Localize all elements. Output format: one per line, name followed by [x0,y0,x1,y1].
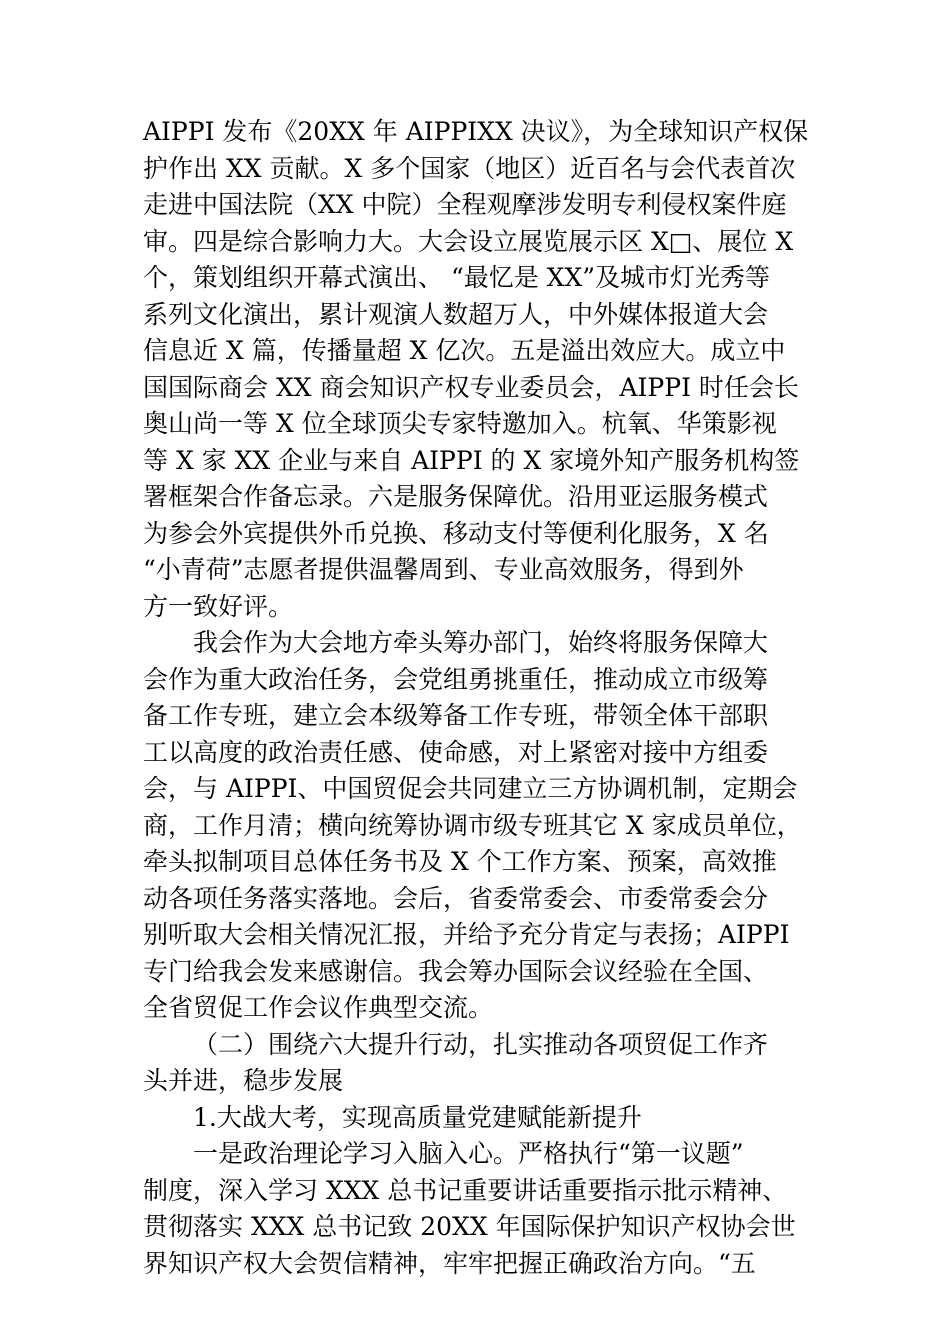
text-line: 等 X 家 XX 企业与来自 AIPPI 的 X 家境外知产服务机构签 [143,445,800,475]
text-line: 动各项任务落实落地。会后，省委常委会、市委常委会分 [143,883,769,913]
text-line: 署框架合作备忘录。六是服务保障优。沿用亚运服务模式 [143,482,769,511]
text-line: 审。四是综合影响力大。大会设立展览展示区 X□、展位 X [143,226,794,256]
paragraph-first-line: 一是政治理论学习入脑入心。严格执行“第一议题” [193,1139,744,1168]
text-line: 国国际商会 XX 商会知识产权专业委员会，AIPPI 时任会长 [143,372,799,402]
text-line: 界知识产权大会贺信精神，牢牢把握正确政治方向。“五 [143,1248,756,1278]
text-line: 走进中国法院（XX 中院）全程观摩涉发明专利侵权案件庭 [143,190,787,219]
text-line: 别听取大会相关情况汇报，并给予充分肯定与表扬；AIPPI [143,920,790,949]
text-line: 信息近 X 篇，传播量超 X 亿次。五是溢出效应大。成立中 [143,336,786,365]
text-line: 全省贸促工作会议作典型交流。 [143,993,494,1022]
section-heading: （二）围绕六大提升行动，扎实推动各项贸促工作齐 [193,1029,769,1059]
text-line: 工以高度的政治责任感、使命感，对上紧密对接中方组委 [143,737,769,767]
text-line: AIPPI 发布《20XX 年 AIPPIXX 决议》，为全球知识产权保 [143,117,809,146]
text-line: 方一致好评。 [143,591,294,621]
text-line: 系列文化演出，累计观演人数超万人，中外媒体报道大会 [143,299,769,329]
text-line: 牵头拟制项目总体任务书及 X 个工作方案、预案，高效推 [143,847,777,876]
text-line: 商，工作月清；横向统筹协调市级专班其它 X 家成员单位， [143,810,802,840]
text-line: 个，策划组织开幕式演出、 “最忆是 XX”及城市灯光秀等 [143,263,771,292]
text-line: 护作出 XX 贡献。X 多个国家（地区）近百名与会代表首次 [143,153,796,183]
text-line: 制度，深入学习 XXX 总书记重要讲话重要指示批示精神、 [143,1175,788,1205]
section-heading-continued: 头并进，稳步发展 [143,1066,344,1095]
text-line: 贯彻落实 XXX 总书记致 20XX 年国际保护知识产权协会世 [143,1212,796,1241]
text-line: 奥山尚一等 X 位全球顶尖专家特邀加入。杭氧、华策影视 [143,409,777,438]
text-line: 备工作专班，建立会本级筹备工作专班，带领全体干部职 [143,701,769,730]
document-body [143,114,809,1282]
paragraph-first-line: 我会作为大会地方牵头筹办部门，始终将服务保障大 [193,628,769,657]
text-line: 会作为重大政治任务，会党组勇挑重任，推动成立市级筹 [143,664,769,694]
text-line: 为参会外宾提供外币兑换、移动支付等便利化服务，X 名 [143,518,769,548]
text-line: 会，与 AIPPI、中国贸促会共同建立三方协调机制，定期会 [143,774,798,803]
text-line: 专门给我会发来感谢信。我会筹办国际会议经验在全国、 [143,956,769,986]
text-line: “小青荷”志愿者提供温馨周到、专业高效服务，得到外 [143,555,744,584]
subsection-heading: 1.大战大考，实现高质量党建赋能新提升 [193,1102,642,1132]
